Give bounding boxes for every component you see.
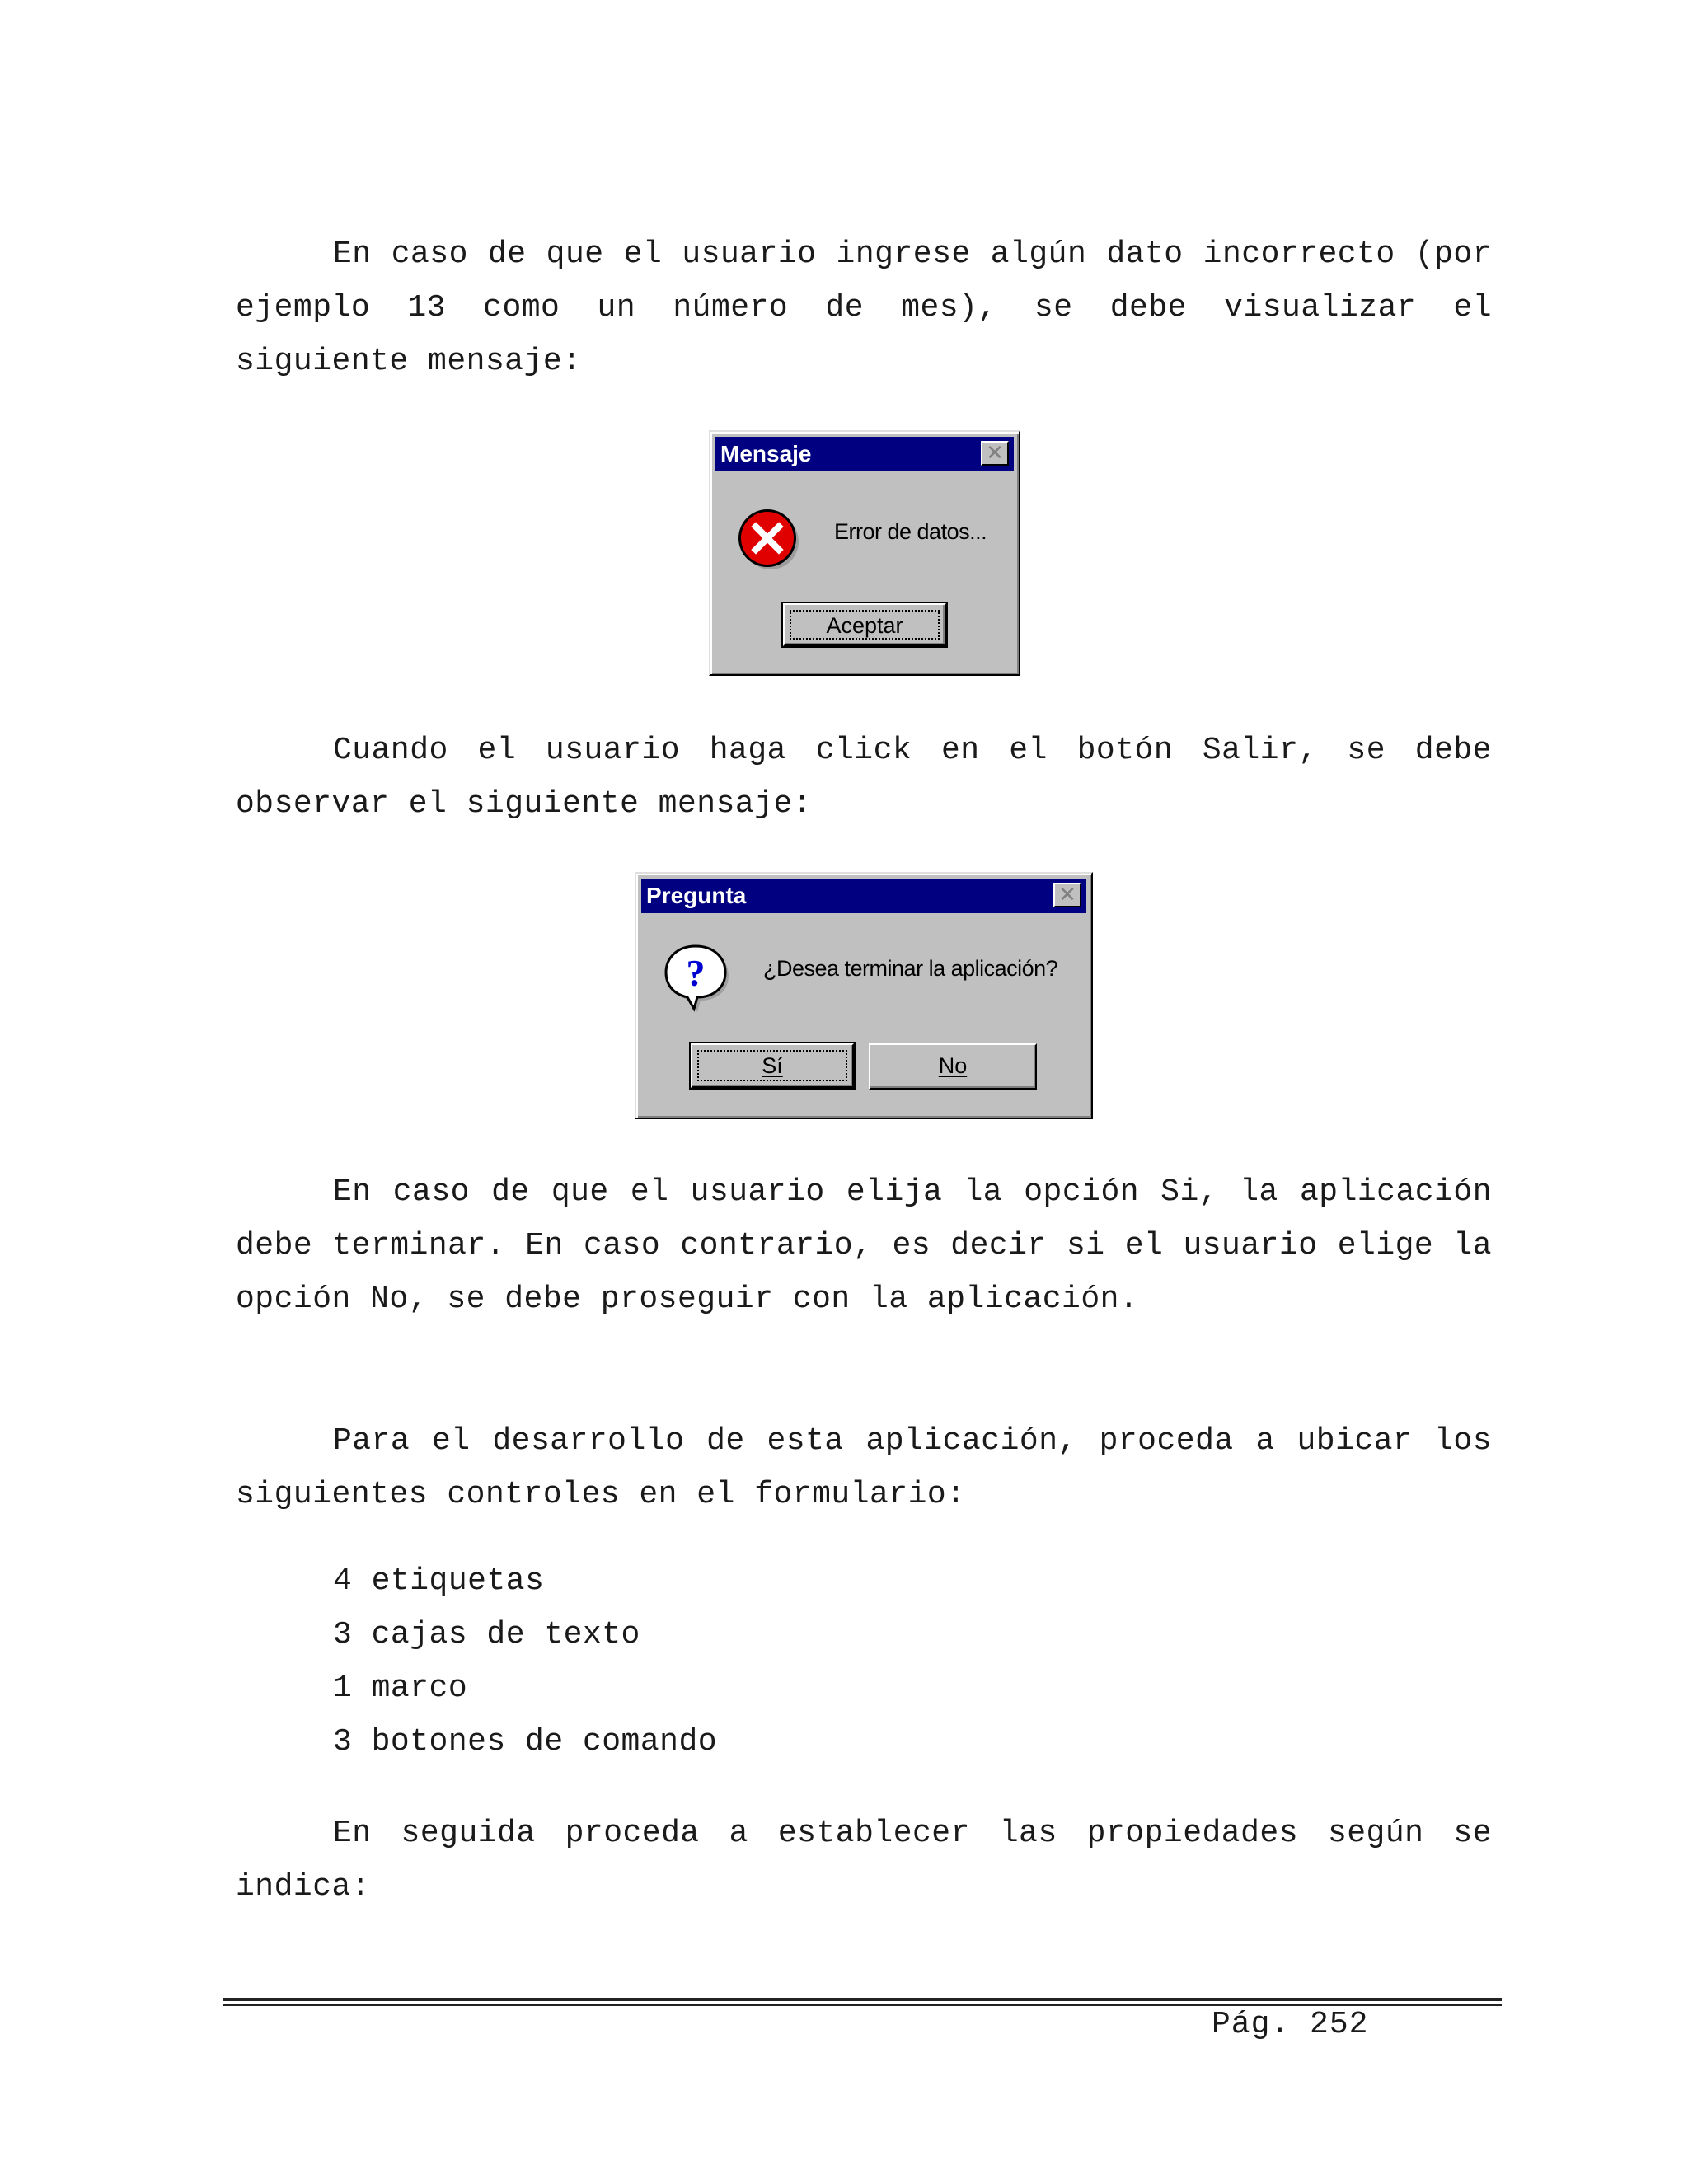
footer-rule-top	[223, 1998, 1502, 2001]
error-dialog-title: Mensaje	[720, 441, 812, 466]
paragraph-exit-question: Cuando el usuario haga click en el botón Salir, se debe observar el siguiente mensaje:	[236, 733, 1492, 822]
no-button[interactable]	[869, 1043, 1037, 1090]
controls-list	[333, 1554, 717, 1769]
yes-button-label: Sí	[762, 1053, 783, 1078]
paragraph-answer-options: En caso de que el usuario elija la opción Si, la aplicación debe terminar. En caso contrario, es decir si el usuario elige la opción No, se debe proseguir con la aplicación.	[236, 1174, 1492, 1317]
question-dialog-close-button[interactable]	[1053, 883, 1081, 907]
paragraph-intro-error: En caso de que el usuario ingrese algún dato incorrecto (por ejemplo 13 como un número de mes), se debe visualizar el siguiente mensaje:	[236, 237, 1492, 379]
question-dialog-titlebar	[641, 879, 1086, 913]
question-dialog-message: ¿Desea terminar la aplicación?	[763, 956, 1058, 981]
accept-button-label: Aceptar	[826, 613, 903, 638]
close-icon: ✕	[986, 440, 1004, 465]
list-item: 3 botones de comando	[333, 1724, 718, 1760]
error-icon	[735, 506, 801, 572]
list-item: 3 cajas de texto	[333, 1617, 640, 1652]
yes-button[interactable]	[691, 1043, 854, 1088]
question-dialog	[635, 872, 1093, 1119]
close-icon: ✕	[1058, 882, 1076, 907]
error-dialog	[709, 430, 1020, 676]
paragraph-controls-intro: Para el desarrollo de esta aplicación, proceda a ubicar los siguientes controles en el formulario:	[236, 1423, 1492, 1512]
list-item: 1 marco	[333, 1671, 468, 1706]
paragraph-properties-intro: En seguida proceda a establecer las propiedades según se indica:	[236, 1816, 1492, 1905]
svg-text:?: ?	[686, 952, 706, 994]
list-item: 4 etiquetas	[333, 1563, 545, 1599]
error-dialog-close-button[interactable]	[981, 441, 1009, 466]
no-button-label: No	[938, 1053, 968, 1078]
question-dialog-title: Pregunta	[646, 883, 747, 908]
error-dialog-message: Error de datos...	[834, 519, 987, 544]
accept-button[interactable]	[783, 603, 946, 646]
question-icon	[661, 943, 732, 1014]
page-number: Pág. 252	[1212, 2007, 1369, 2042]
error-dialog-titlebar	[715, 437, 1014, 471]
